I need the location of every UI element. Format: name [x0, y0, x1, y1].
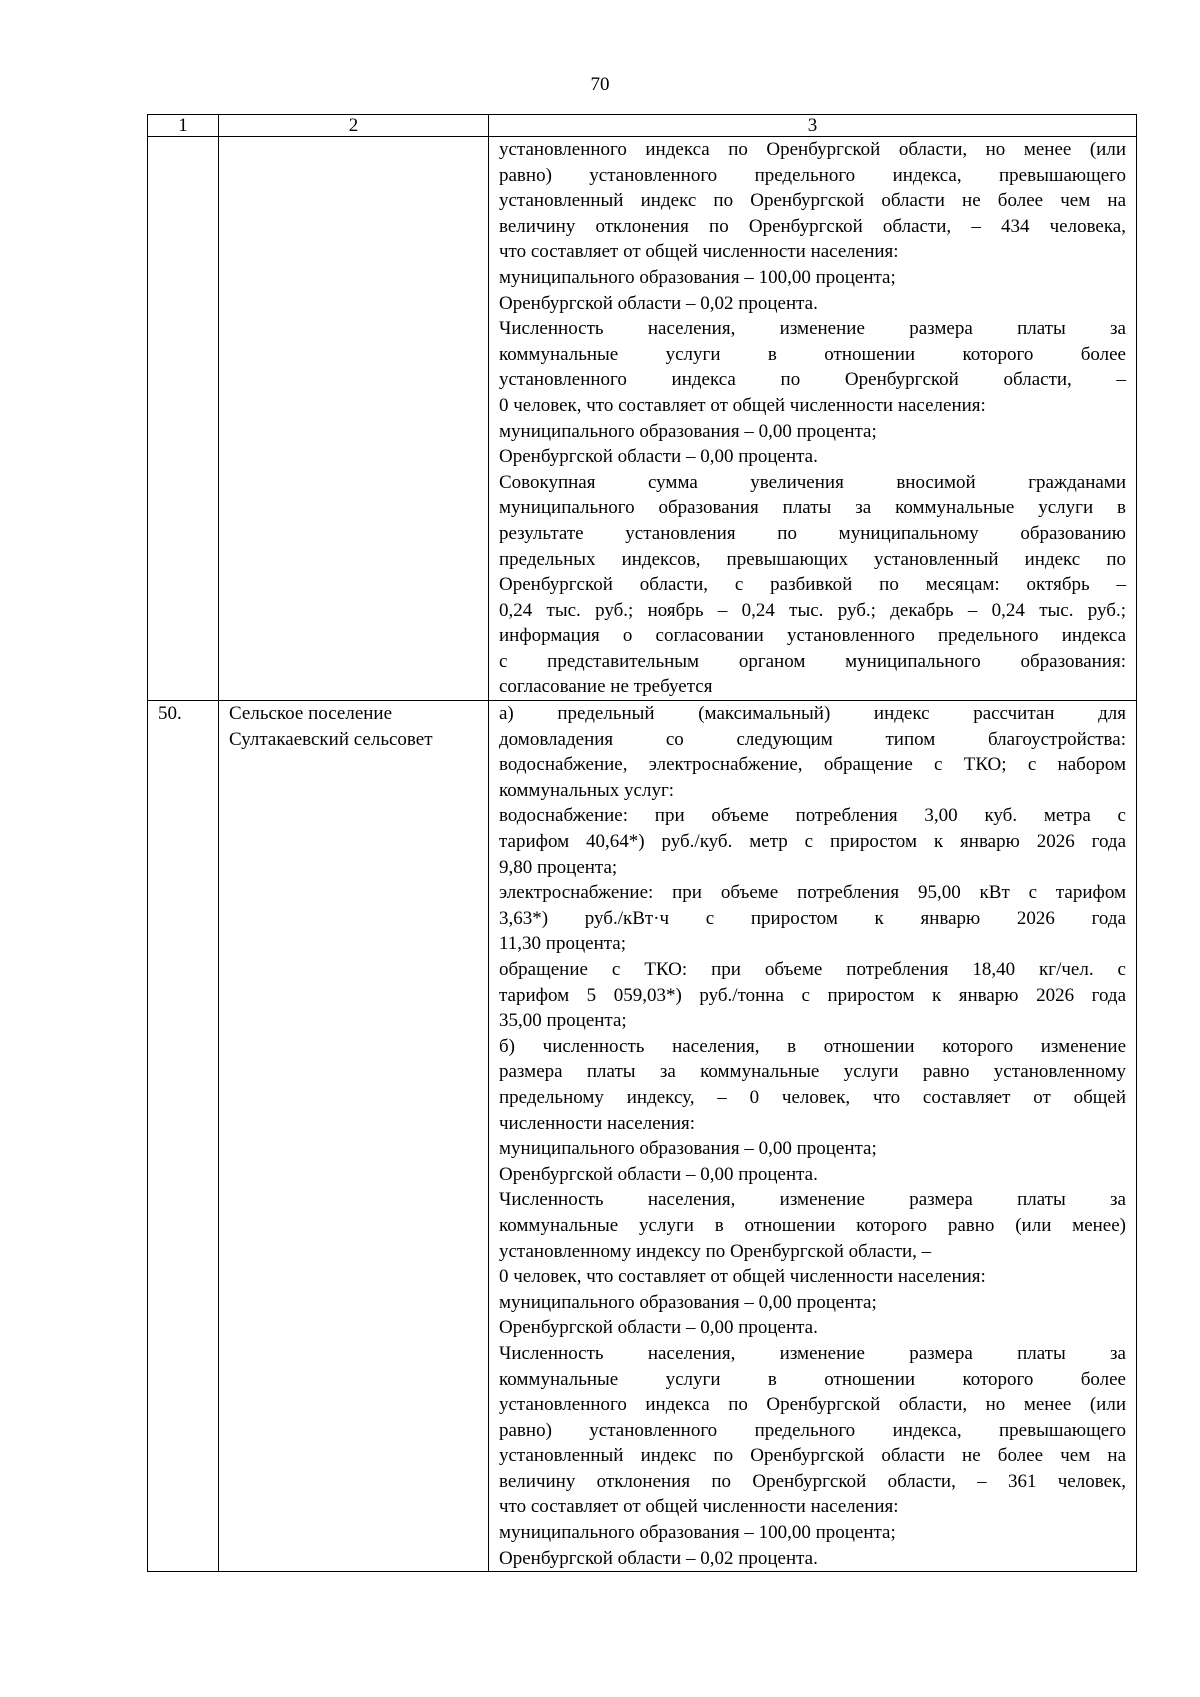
text-line: 11,30 процента;: [499, 933, 626, 955]
text-line: установленный индекс по Оренбургской области не более чем на: [499, 1445, 1126, 1467]
text-line: Численность населения, изменение размера платы за: [499, 1342, 1126, 1364]
text-line: размера платы за коммунальные услуги равно установленному: [499, 1061, 1126, 1083]
column-header-1: 1: [148, 115, 219, 137]
text-line: 0 человек, что составляет от общей численности населения:: [499, 1266, 986, 1288]
text-line: коммунальных услуг:: [499, 779, 675, 801]
table-row-50: [148, 701, 1137, 1572]
text-line: Оренбургской области – 0,00 процента.: [499, 1163, 818, 1185]
page-number: 70: [590, 74, 610, 95]
text-line: согласование не требуется: [499, 676, 713, 698]
text-line: Оренбургской области – 0,00 процента.: [499, 446, 818, 468]
text-line: коммунальные услуги в отношении которого более: [499, 343, 1126, 365]
text-line: водоснабжение, электроснабжение, обращение с ТКО; с набором: [499, 754, 1126, 776]
text-line: Оренбургской области – 0,00 процента.: [499, 1317, 818, 1339]
row-number-cell: 50.: [148, 701, 219, 1572]
text-line: что составляет от общей численности населения:: [499, 241, 899, 263]
text-line: равно) установленного предельного индекса, превышающего: [499, 164, 1126, 186]
text-line: величину отклонения по Оренбургской области, – 434 человека,: [499, 215, 1126, 237]
table-header-row: [148, 115, 1137, 137]
text-line: тарифом 5 059,03*) руб./тонна с приростом к январю 2026 года: [499, 984, 1126, 1006]
municipality-name-cell: [219, 137, 489, 701]
text-line: муниципального образования – 0,00 процента;: [499, 1291, 877, 1313]
text-line: Оренбургской области – 0,02 процента.: [499, 1547, 818, 1569]
text-line: а) предельный (максимальный) индекс рассчитан для: [499, 703, 1126, 725]
text-line: равно) установленного предельного индекса, превышающего: [499, 1419, 1126, 1441]
text-line: муниципального образования – 0,00 процента;: [499, 1138, 877, 1160]
text-line: коммунальные услуги в отношении которого равно (или менее): [499, 1214, 1126, 1236]
text-line: установленного индекса по Оренбургской области, но менее (или: [499, 139, 1126, 160]
text-line: Численность населения, изменение размера платы за: [499, 1189, 1126, 1211]
text-line: 9,80 процента;: [499, 856, 618, 878]
text-line: установленному индексу по Оренбургской области, –: [499, 1240, 932, 1262]
text-line: величину отклонения по Оренбургской области, – 361 человек,: [499, 1470, 1126, 1492]
text-line: электроснабжение: при объеме потребления 95,00 кВт с тарифом: [499, 882, 1126, 904]
text-line: установленного индекса по Оренбургской области, но менее (или: [499, 1394, 1126, 1416]
text-line: предельному индексу, – 0 человек, что составляет от общей: [499, 1086, 1126, 1108]
text-line: обращение с ТКО: при объеме потребления 18,40 кг/чел. с: [499, 959, 1126, 980]
text-line: с представительным органом муниципального образования:: [499, 650, 1126, 672]
row-number-cell: [148, 137, 219, 701]
column-header-3: 3: [489, 115, 1137, 137]
table-row-continuation: [148, 137, 1137, 701]
municipality-name-cell: [219, 701, 489, 1572]
text-line: 3,63*) руб./кВт·ч с приростом к январю 2026 года: [499, 907, 1126, 929]
text-line: результате установления по муниципальному образованию: [499, 522, 1126, 544]
text-line: 0 человек, что составляет от общей численности населения:: [499, 394, 986, 416]
text-line: муниципального образования платы за коммунальные услуги в: [499, 497, 1126, 519]
text-line: тарифом 40,64*) руб./куб. метр с приростом к январю 2026 года: [499, 831, 1126, 853]
text-line: муниципального образования – 100,00 процента;: [499, 1522, 896, 1544]
text-line: муниципального образования – 0,00 процента;: [499, 420, 877, 442]
text-line: 35,00 процента;: [499, 1010, 627, 1032]
data-table: [147, 114, 1137, 1572]
column-header-2: 2: [219, 115, 489, 137]
text-line: Численность населения, изменение размера платы за: [499, 318, 1126, 340]
text-line: что составляет от общей численности населения:: [499, 1496, 899, 1518]
description-cell: [489, 701, 1137, 1572]
text-line: Султакаевский сельсовет: [229, 728, 433, 750]
text-line: установленный индекс по Оренбургской области не более чем на: [499, 190, 1126, 212]
text-line: б) численность населения, в отношении которого изменение: [499, 1035, 1126, 1057]
text-line: Совокупная сумма увеличения вносимой гражданами: [499, 471, 1126, 493]
text-line: Оренбургской области, с разбивкой по месяцам: октябрь –: [499, 574, 1126, 596]
text-line: 0,24 тыс. руб.; ноябрь – 0,24 тыс. руб.; декабрь – 0,24 тыс. руб.;: [499, 599, 1126, 621]
text-line: предельных индексов, превышающих установленный индекс по: [499, 548, 1126, 570]
text-line: коммунальные услуги в отношении которого более: [499, 1368, 1126, 1390]
text-line: домовладения со следующим типом благоустройства:: [499, 728, 1126, 750]
text-line: численности населения:: [499, 1112, 696, 1134]
text-line: Оренбургской области – 0,02 процента.: [499, 292, 818, 314]
text-line: установленного индекса по Оренбургской области, –: [499, 369, 1126, 391]
text-line: водоснабжение: при объеме потребления 3,00 куб. метра с: [499, 805, 1126, 827]
text-line: Сельское поселение: [229, 703, 393, 725]
text-line: информация о согласовании установленного предельного индекса: [499, 625, 1126, 647]
description-cell: [489, 137, 1137, 701]
text-line: муниципального образования – 100,00 процента;: [499, 266, 896, 288]
